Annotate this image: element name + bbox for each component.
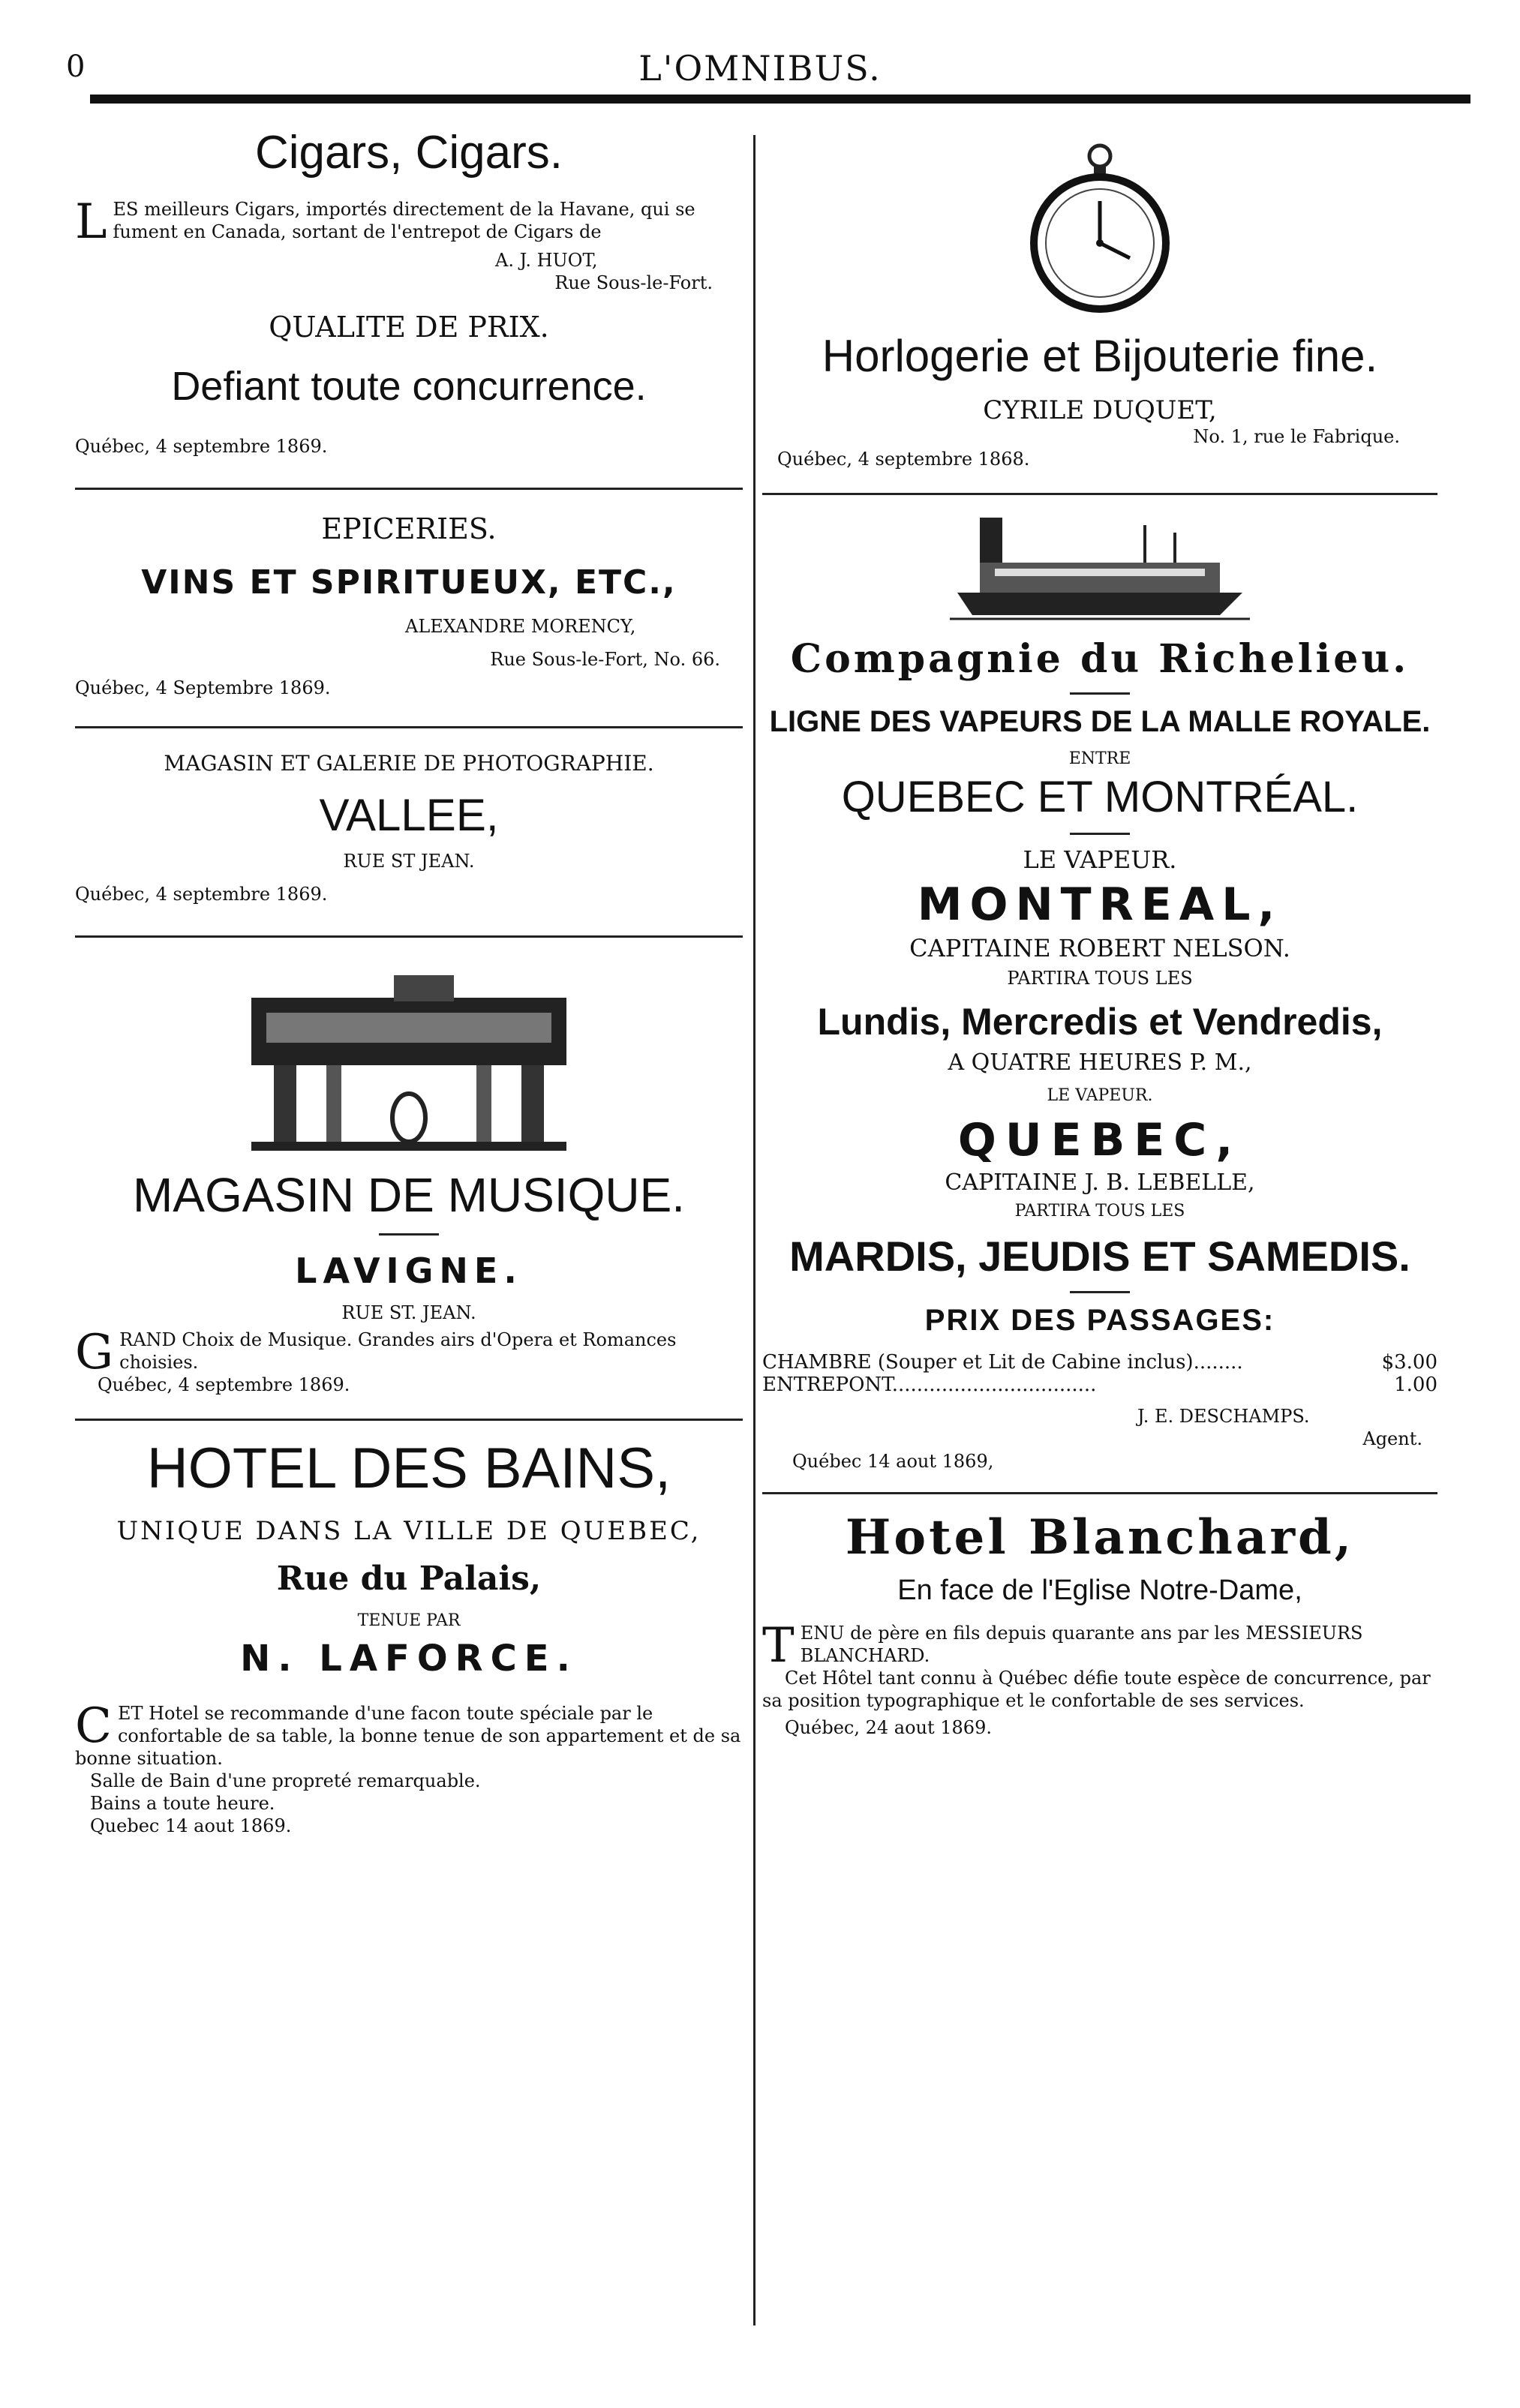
cigars-dropcap: L bbox=[75, 194, 107, 251]
vapeur1-label: LE VAPEUR. bbox=[1023, 845, 1177, 875]
epiceries-title: EPICERIES. bbox=[321, 512, 497, 546]
vapeur1-days: Lundis, Mercredis et Vendredis, bbox=[817, 1001, 1383, 1043]
divider bbox=[762, 1492, 1437, 1494]
blanchard-body2: Cet Hôtel tant connu à Québec défie toute espèce de concurrence, par sa position typographique et le confortable de ses services. bbox=[762, 1668, 1431, 1712]
vapeur2-depart: PARTIRA TOUS LES bbox=[1014, 1201, 1185, 1221]
divider bbox=[75, 1419, 743, 1421]
vapeur2-captain: CAPITAINE J. B. LEBELLE, bbox=[945, 1169, 1255, 1196]
hotel-bains-line2: Bains a toute heure. bbox=[90, 1792, 275, 1814]
hotel-bains-street: Rue du Palais, bbox=[276, 1560, 542, 1599]
short-rule bbox=[379, 1233, 439, 1236]
price1-label: CHAMBRE (Souper et Lit de Cabine inclus)........ bbox=[762, 1351, 1243, 1374]
price2-value: 1.00 bbox=[1394, 1374, 1437, 1397]
cigars-address: Rue Sous-le-Fort. bbox=[554, 272, 713, 294]
epiceries-subtitle: VINS ET SPIRITUEUX, ETC., bbox=[141, 563, 677, 602]
blanchard-body bbox=[762, 1618, 1437, 1674]
richelieu-title: Compagnie du Richelieu. bbox=[790, 636, 1410, 682]
cigars-date: Québec, 4 septembre 1869. bbox=[75, 436, 328, 458]
photo-title: MAGASIN ET GALERIE DE PHOTOGRAPHIE. bbox=[164, 751, 654, 776]
cigars-text: ES meilleurs Cigars, importés directement de la Havane, qui se fument en Canada, sortant de l'entrepot de Cigars de bbox=[113, 199, 695, 243]
steamboat-illustration bbox=[950, 510, 1250, 623]
blanchard-dropcap: T bbox=[762, 1618, 795, 1674]
photo-address: RUE ST JEAN. bbox=[343, 851, 475, 872]
page-number: 0 bbox=[66, 50, 86, 84]
photo-date: Québec, 4 septembre 1869. bbox=[75, 884, 328, 905]
hotel-bains-line1: Salle de Bain d'une propreté remarquable. bbox=[90, 1770, 481, 1791]
musique-title: MAGASIN DE MUSIQUE. bbox=[132, 1168, 686, 1223]
blanchard-title: Hotel Blanchard, bbox=[845, 1509, 1355, 1566]
hotel-bains-dropcap: C bbox=[75, 1698, 112, 1754]
masthead: L'OMNIBUS. bbox=[638, 48, 882, 89]
column-separator bbox=[753, 135, 755, 2325]
blanchard-text: ENU de père en fils depuis quarante ans par les MESSIEURS BLANCHARD. bbox=[800, 1623, 1363, 1667]
price-row-chambre bbox=[762, 1351, 1437, 1374]
blanchard-date: Québec, 24 aout 1869. bbox=[785, 1717, 992, 1739]
vapeur2-days: MARDIS, JEUDIS ET SAMEDIS. bbox=[789, 1233, 1410, 1281]
musique-name: LAVIGNE. bbox=[295, 1251, 523, 1292]
ad-horlogerie bbox=[762, 138, 1437, 470]
left-column bbox=[75, 128, 743, 1837]
horlogerie-date: Québec, 4 septembre 1868. bbox=[777, 449, 1030, 470]
richelieu-entre: ENTRE bbox=[1068, 749, 1131, 768]
vapeur1-time: A QUATRE HEURES P. M., bbox=[948, 1049, 1252, 1076]
ad-hotel-blanchard bbox=[762, 1509, 1437, 1739]
hotel-bains-title: HOTEL DES BAINS, bbox=[146, 1437, 671, 1501]
agent-name: J. E. DESCHAMPS. bbox=[1137, 1406, 1310, 1428]
price2-label: ENTREPONT................................. bbox=[762, 1374, 1097, 1397]
hotel-bains-owner: N. LAFORCE. bbox=[240, 1637, 578, 1680]
cigars-title: Cigars, Cigars. bbox=[255, 127, 563, 179]
musique-body bbox=[75, 1325, 743, 1381]
horlogerie-title: Horlogerie et Bijouterie fine. bbox=[822, 331, 1378, 381]
hotel-bains-subtitle: UNIQUE DANS LA VILLE DE QUEBEC, bbox=[116, 1516, 701, 1547]
cigars-body bbox=[75, 194, 743, 251]
ad-musique bbox=[75, 968, 743, 1396]
short-rule bbox=[1070, 833, 1130, 835]
vapeur1-name: MONTREAL, bbox=[917, 878, 1283, 932]
richelieu-line: LIGNE DES VAPEURS DE LA MALLE ROYALE. bbox=[769, 705, 1431, 738]
divider bbox=[75, 935, 743, 938]
horlogerie-seller: CYRILE DUQUET, bbox=[983, 395, 1217, 425]
hotel-bains-body bbox=[75, 1698, 743, 1770]
ad-hotel-bains bbox=[75, 1436, 743, 1836]
ad-photographie bbox=[75, 751, 743, 905]
divider bbox=[75, 488, 743, 490]
richelieu-route: QUEBEC ET MONTRÉAL. bbox=[841, 773, 1359, 822]
musique-address: RUE ST. JEAN. bbox=[341, 1302, 476, 1324]
hotel-bains-held-by: TENUE PAR bbox=[357, 1611, 461, 1631]
vapeur2-name: QUEBEC, bbox=[957, 1113, 1242, 1166]
blanchard-subtitle: En face de l'Eglise Notre-Dame, bbox=[897, 1575, 1302, 1607]
agent-title: Agent. bbox=[1362, 1428, 1422, 1450]
hotel-bains-text: ET Hotel se recommande d'une facon toute spéciale par le confortable de sa table, la bonne tenue de son appartement et de sa bonne situation. bbox=[75, 1702, 741, 1769]
horlogerie-address: No. 1, rue le Fabrique. bbox=[1193, 426, 1400, 447]
musique-text: RAND Choix de Musique. Grandes airs d'Opera et Romances choisies. bbox=[119, 1329, 677, 1374]
vapeur1-depart: PARTIRA TOUS LES bbox=[1007, 968, 1193, 989]
ad-richelieu bbox=[762, 510, 1437, 1473]
cigars-quality: QUALITE DE PRIX. bbox=[269, 311, 549, 344]
cigars-seller: A. J. HUOT, bbox=[495, 250, 598, 272]
prices-title: PRIX DES PASSAGES: bbox=[924, 1304, 1275, 1338]
price1-value: $3.00 bbox=[1381, 1351, 1437, 1374]
richelieu-date: Québec 14 aout 1869, bbox=[792, 1451, 994, 1473]
epiceries-date: Québec, 4 Septembre 1869. bbox=[75, 677, 331, 699]
epiceries-address: Rue Sous-le-Fort, No. 66. bbox=[490, 649, 720, 671]
short-rule bbox=[1070, 1291, 1130, 1293]
right-column bbox=[762, 128, 1437, 1739]
ad-epiceries bbox=[75, 512, 743, 699]
ad-cigars bbox=[75, 128, 743, 458]
photo-name: VALLEE, bbox=[319, 790, 499, 841]
price-row-entrepont bbox=[762, 1374, 1437, 1396]
short-rule bbox=[1070, 692, 1130, 695]
vapeur1-captain: CAPITAINE ROBERT NELSON. bbox=[909, 934, 1290, 963]
epiceries-seller: ALEXANDRE MORENCY, bbox=[405, 616, 636, 638]
vapeur2-label: LE VAPEUR. bbox=[1047, 1086, 1153, 1106]
cigars-tagline: Defiant toute concurrence. bbox=[171, 364, 647, 410]
piano-illustration bbox=[244, 968, 574, 1155]
musique-dropcap: G bbox=[75, 1325, 114, 1381]
hotel-bains-date: Quebec 14 aout 1869. bbox=[90, 1815, 292, 1836]
divider bbox=[762, 493, 1437, 495]
header-rule bbox=[90, 95, 1470, 104]
musique-date: Québec, 4 septembre 1869. bbox=[98, 1374, 350, 1396]
divider bbox=[75, 726, 743, 728]
pocket-watch-illustration bbox=[1025, 138, 1175, 318]
